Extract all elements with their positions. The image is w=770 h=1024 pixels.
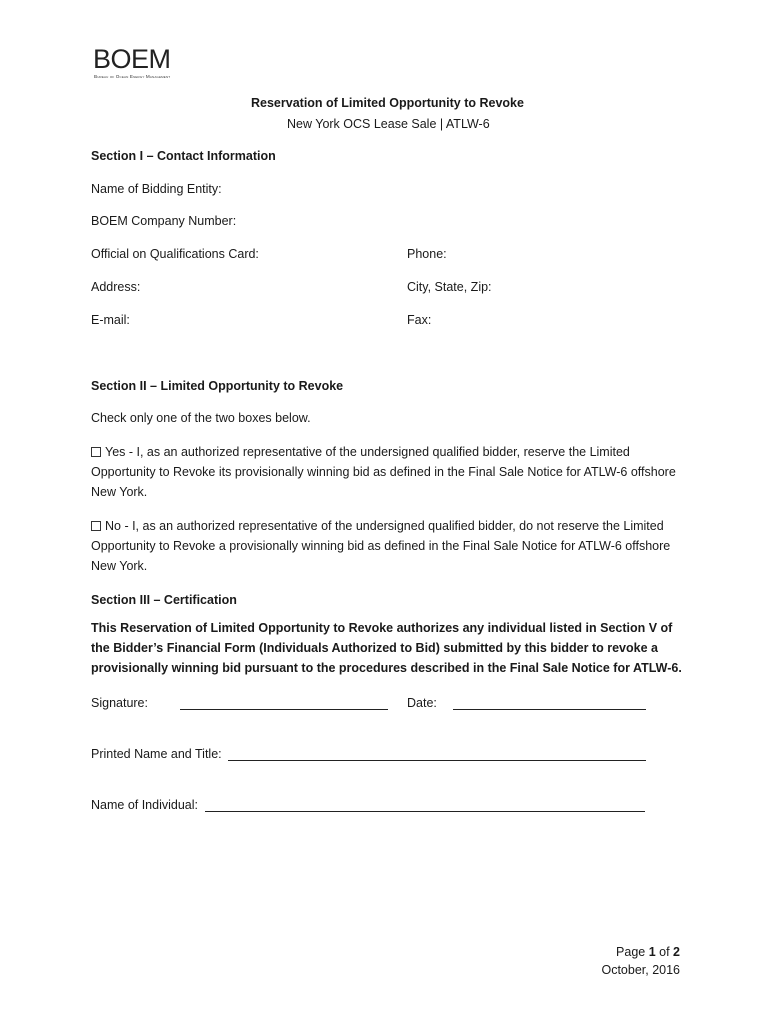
section-2-heading: Section II – Limited Opportunity to Revoke — [91, 379, 344, 393]
certification-statement: This Reservation of Limited Opportunity to Revoke authorizes any individual listed in Section V of the Bidder’s Financial Form (Individuals Authorized to Bid) submitted by this bidder to revoke a provisionally winning bid pursuant to the procedures described in the Final Sale Notice for ATLW-6. — [91, 621, 682, 675]
yes-option — [91, 442, 691, 502]
individual-name-field[interactable] — [205, 797, 645, 812]
date-field[interactable] — [453, 695, 646, 710]
page-total: 2 — [673, 945, 680, 959]
page-of: of — [655, 945, 674, 959]
page-number — [616, 944, 680, 960]
company-number-label: BOEM Company Number: — [91, 214, 237, 228]
bidding-entity-label: Name of Bidding Entity: — [91, 182, 222, 196]
phone-label: Phone: — [407, 247, 447, 261]
date-label: Date: — [407, 696, 437, 710]
official-label: Official on Qualifications Card: — [91, 247, 259, 261]
signature-field[interactable] — [180, 695, 388, 710]
city-state-zip-label: City, State, Zip: — [407, 280, 492, 294]
form-subtitle: New York OCS Lease Sale | ATLW-6 — [287, 117, 490, 131]
boem-logo — [93, 44, 193, 84]
page-prefix: Page — [616, 945, 649, 959]
email-label: E-mail: — [91, 313, 130, 327]
printed-name-label: Printed Name and Title: — [91, 747, 222, 761]
logo-subtitle: Bureau of Ocean Energy Management — [94, 74, 171, 79]
section-3-heading: Section III – Certification — [91, 593, 237, 607]
yes-checkbox[interactable] — [91, 447, 101, 457]
logo-wordmark: BOEM — [93, 44, 171, 74]
no-checkbox[interactable] — [91, 521, 101, 531]
address-label: Address: — [91, 280, 141, 294]
yes-option-text: Yes - I, as an authorized representative of the undersigned qualified bidder, reserve the Limited Opportunity to Revoke its provisionally winning bid as defined in the Final Sale Notice for ATLW-6 offshore New York. — [91, 445, 676, 499]
printed-name-field[interactable] — [228, 746, 646, 761]
footer-date: October, 2016 — [601, 963, 680, 977]
individual-name-label: Name of Individual: — [91, 798, 199, 812]
form-title: Reservation of Limited Opportunity to Revoke — [251, 96, 524, 110]
signature-label: Signature: — [91, 696, 148, 710]
fax-label: Fax: — [407, 313, 432, 327]
instruction-text: Check only one of the two boxes below. — [91, 411, 311, 425]
no-option — [91, 516, 691, 576]
page-current: 1 — [648, 945, 656, 959]
section-1-heading: Section I – Contact Information — [91, 149, 276, 163]
no-option-text: No - I, as an authorized representative of the undersigned qualified bidder, do not reserve the Limited Opportunity to Revoke a provisionally winning bid as defined in the Final Sale Notice for ATLW-6 offshore New York. — [91, 519, 671, 573]
